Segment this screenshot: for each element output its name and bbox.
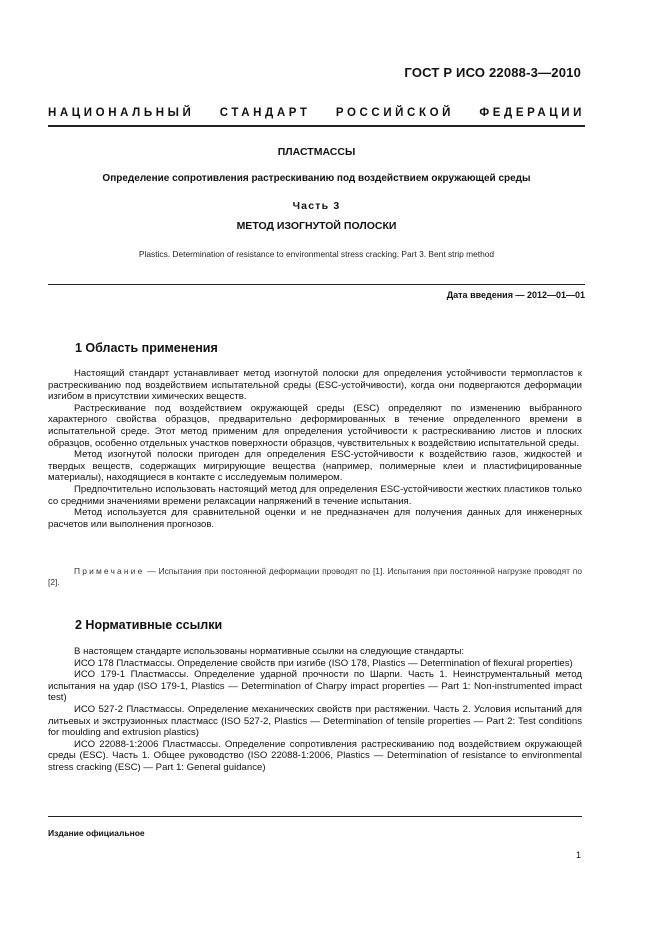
method-title: МЕТОД ИЗОГНУТОЙ ПОЛОСКИ [236,220,397,232]
part-number: Часть 3 [292,200,341,212]
section-1-paragraph: Метод изогнутой полоски пригоден для определения ESC-устойчивости к воздействию газов, жидкостей и твердых веществ, содержащих мигрирующие вещества (например, полимерные клеи и пластифицированные материалы), находящиеся в контакте с исследуемым полимером. [48,449,582,484]
section-1-paragraph: Предпочтительно использовать настоящий метод для определения ESC-устойчивости жестких пластиков только со средними значениями времени релаксации напряжений в течение испытания. [48,483,582,507]
introduction-date: Дата введения — 2012—01—01 [446,290,585,300]
note-text: — Испытания при постоянной деформации проводят по [1]. Испытания при постоянной нагрузке проводят по [2]. [48,566,582,588]
document-title: ПЛАСТМАССЫ [277,146,356,158]
footer-divider [48,816,582,817]
english-title: Plastics. Determination of resistance to environmental stress cracking. Part 3. Bent strip method [138,249,495,259]
document-code: ГОСТ Р ИСО 22088-3—2010 [404,65,581,80]
section-1-paragraph: Метод используется для сравнительной оценки и не предназначен для получения данных для инженерных расчетов или выполнения прогнозов. [48,507,582,530]
section-2-paragraph: ИСО 527-2 Пластмассы. Определение механических свойств при растяжении. Часть 2. Условия испытаний для литьевых и экструзионных пластмасс (ISO 527-2, Plastics — Determination of tensile properties — Part 2: Test conditions for moulding and extrusion plastics) [48,703,582,739]
document-subtitle: Определение сопротивления растрескиванию под воздействием окружающей среды [102,173,531,184]
section-2-body [48,646,582,774]
section-2-heading: 2 Нормативные ссылки [75,618,223,632]
section-1-paragraph: Растрескивание под воздействием окружающей среды (ESC) определяют по изменению выбранного характерного свойства образцов, предварительно деформированных в течение определенного времени в испытательной среде. Этот метод применим для определения устойчивости к растрескиванию листов и плоских образцов, особенно отдельных участков поверхности образцов, чувствительных к воздействию испытательной среды. [48,402,582,449]
header-divider [48,125,585,127]
section-1-heading: 1 Область применения [75,341,218,355]
section-1-note [48,566,582,589]
section-2-paragraph: ИСО 22088-1:2006 Пластмассы. Определение сопротивления растрескиванию под воздействием окружающей среды (ESC). Часть 1. Общее руководство (ISO 22088-1:2006, Plastics — Determination of resistance to environmental stress cracking (ESC) — Part 1: General guidance) [48,738,582,773]
section-2-paragraph: ИСО 178 Пластмассы. Определение свойств при изгибе (ISO 178, Plastics — Determination of flexural properties) [74,657,573,669]
section-1-paragraph: Настоящий стандарт устанавливает метод изогнутой полоски для определения устойчивости термопластов к растрескиванию под воздействием испытательной среды (ESC-устойчивости), когда они подвергаются деформации изгибом в присутствии химических веществ. [48,368,582,403]
page-number: 1 [575,850,581,860]
section-2-paragraph: В настоящем стандарте использованы нормативные ссылки на следующие стандарты: [74,646,465,657]
title-divider [48,284,585,285]
section-1-body [48,368,582,530]
section-2-paragraph: ИСО 179-1 Пластмассы. Определение ударной прочности по Шарпи. Часть 1. Неинструментальный метод испытания на удар (ISO 179-1, Plastics — Determination of Charpy impact properties — Part 1: Non-instrumented impact test) [48,669,582,704]
note-label: Примечание [74,566,145,576]
edition-label: Издание официальное [48,828,145,838]
national-standard-title: НАЦИОНАЛЬНЫЙ СТАНДАРТ РОССИЙСКОЙ ФЕДЕРАЦИИ [48,107,585,119]
